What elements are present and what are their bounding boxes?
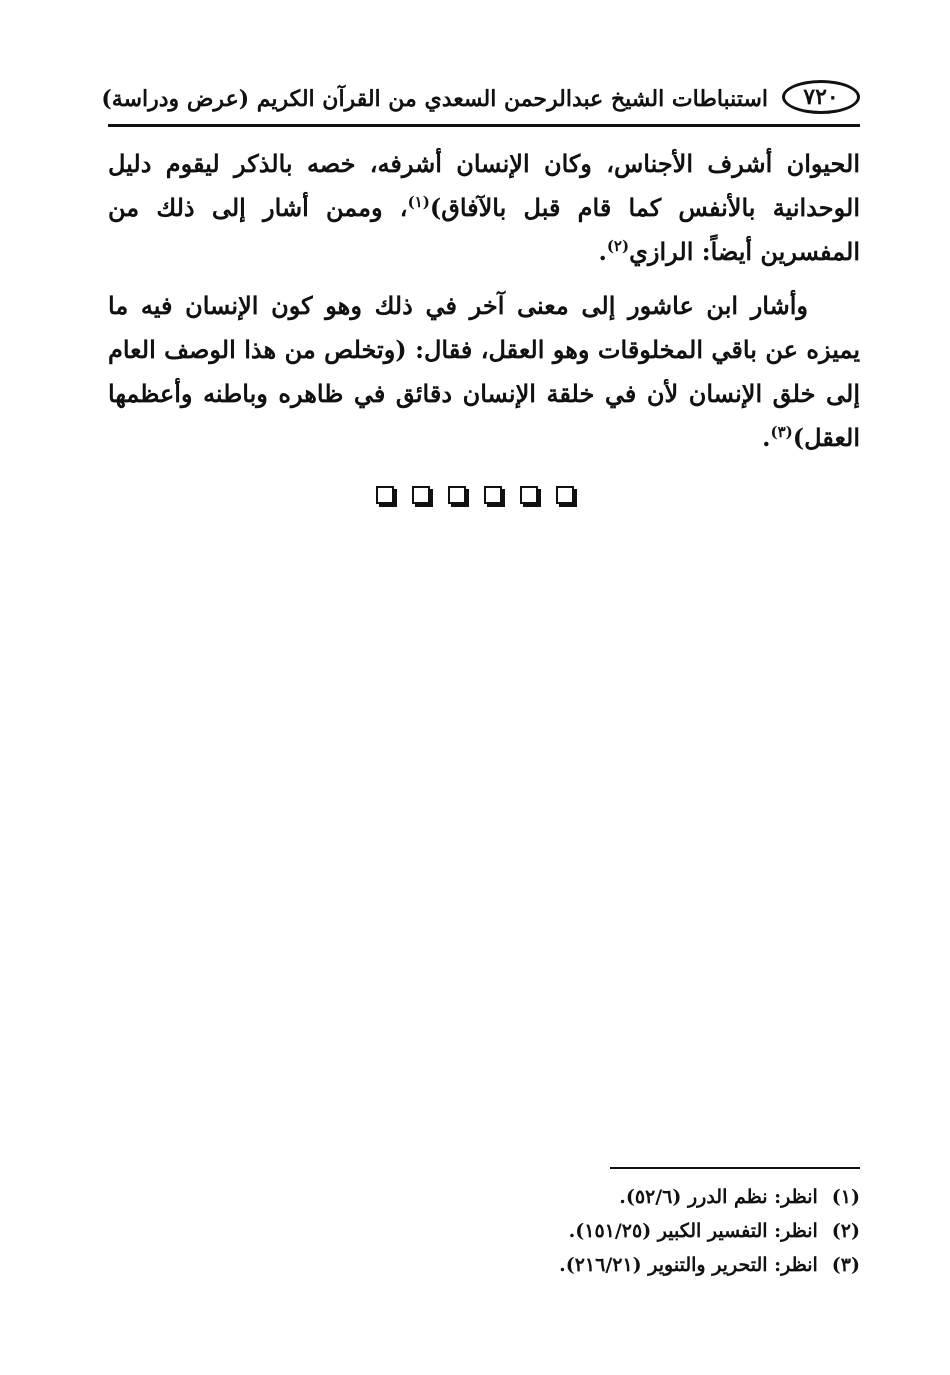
separator-square-icon xyxy=(376,486,394,504)
paragraph-1-text: الحيوان أشرف الأجناس، وكان الإنسان أشرفه، خصه بالذكر ليقوم دليل الوحدانية بالأنفس كما قام قبل بالآفاق) xyxy=(108,149,860,222)
footnote-3 xyxy=(108,1248,860,1282)
section-separator xyxy=(0,486,950,504)
footnote-text: انظر: نظم الدرر (٥٢/٦). xyxy=(619,1186,818,1208)
footnote-text: انظر: التفسير الكبير (١٥١/٢٥). xyxy=(568,1220,818,1242)
separator-square-icon xyxy=(556,486,574,504)
page-header xyxy=(101,74,860,122)
footnote-ref-1: (١) xyxy=(407,193,430,211)
paragraph-2 xyxy=(108,284,860,460)
footnote-number: (٣) xyxy=(831,1254,860,1276)
main-text xyxy=(108,142,860,460)
header-rule xyxy=(108,124,860,127)
separator-square-icon xyxy=(448,486,466,504)
paragraph-1-mid: ، وممن أشار إلى ذلك من المفسرين أيضاً: الرازي xyxy=(108,193,860,266)
paragraph-2-end: . xyxy=(762,423,771,452)
footnote-rule xyxy=(610,1167,860,1169)
footnote-number: (٢) xyxy=(831,1220,860,1242)
separator-square-icon xyxy=(520,486,538,504)
separator-square-icon xyxy=(484,486,502,504)
footnote-ref-2: (٢) xyxy=(606,237,630,255)
footnote-1 xyxy=(108,1180,860,1214)
footnote-number: (١) xyxy=(831,1186,860,1208)
footnotes xyxy=(108,1180,860,1282)
footnote-ref-3: (٣) xyxy=(770,423,793,441)
separator-square-icon xyxy=(412,486,430,504)
paragraph-1 xyxy=(108,142,860,274)
running-title: استنباطات الشيخ عبدالرحمن السعدي من القرآن الكريم (عرض ودراسة) xyxy=(101,86,768,112)
page-number: ٧٢٠ xyxy=(782,80,860,114)
paragraph-1-end: . xyxy=(598,237,607,266)
footnote-2 xyxy=(108,1214,860,1248)
footnote-text: انظر: التحرير والتنوير (٢١٦/٢١). xyxy=(559,1254,818,1276)
paragraph-2-text: وأشار ابن عاشور إلى معنى آخر في ذلك وهو كون الإنسان فيه ما يميزه عن باقي المخلوقات وهو العقل، فقال: (وتخلص من هذا الوصف العام إلى خلق الإنسان لأن في خلقة الإنسان دقائق في ظاهره وباطنه وأعظمها العقل) xyxy=(108,291,860,452)
